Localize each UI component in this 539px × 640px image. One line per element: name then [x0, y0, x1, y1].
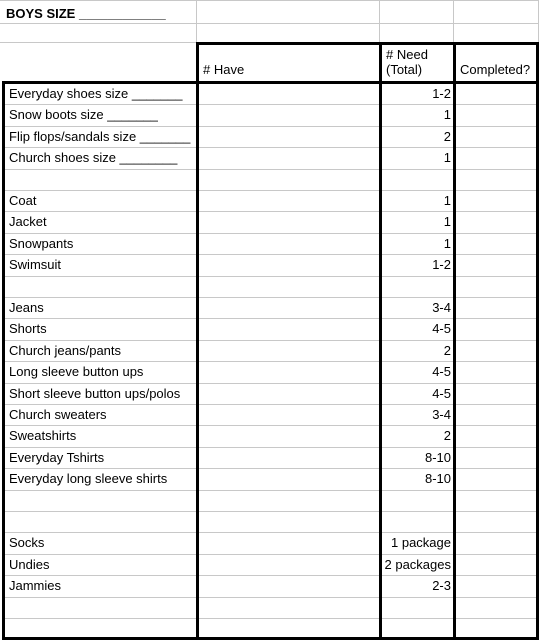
grid-hline: [3, 147, 536, 148]
item-label: Jacket: [9, 214, 47, 230]
grid-hline: [3, 126, 536, 127]
item-label: Short sleeve button ups/polos: [9, 385, 181, 401]
grid-hline: [3, 276, 536, 277]
grid-hline: [3, 425, 536, 426]
item-label: Long sleeve button ups: [9, 364, 144, 380]
item-label: Church shoes size ________: [9, 150, 178, 166]
need-value: 1-2: [432, 86, 451, 101]
need-value: 2: [443, 128, 451, 144]
grid-hline: [3, 447, 536, 448]
border-col-completed: [453, 42, 456, 640]
grid-hline: [3, 340, 536, 341]
grid-hline: [3, 233, 536, 234]
need-value: 1 package: [391, 535, 451, 551]
item-label: Undies: [9, 556, 50, 572]
need-value: 2: [443, 342, 451, 358]
grid-hline: [3, 511, 536, 512]
border-header-bottom: [2, 81, 539, 84]
grid-hline: [3, 618, 536, 619]
header-need-line2: (Total): [386, 62, 423, 77]
border-top-header: [196, 42, 539, 45]
need-value: 8-10: [424, 471, 451, 487]
grid-hline: [3, 575, 536, 576]
need-value: 2 packages: [384, 556, 451, 572]
grid-hline: [3, 404, 536, 405]
item-label: Everyday Tshirts: [9, 449, 105, 465]
grid-hline: [3, 554, 536, 555]
header-have: # Have: [203, 62, 245, 77]
grid-hline: [3, 361, 536, 362]
item-label: Jammies: [9, 578, 62, 594]
item-label: Everyday shoes size _______: [9, 86, 183, 101]
item-label: Everyday long sleeve shirts: [9, 471, 168, 487]
item-label: Jeans: [9, 300, 44, 315]
grid-hline: [3, 297, 536, 298]
grid-hline: [3, 190, 536, 191]
item-label: Snow boots size _______: [9, 107, 158, 123]
grid-hline: [3, 490, 536, 491]
grid-hline: [3, 169, 536, 170]
grid-vline: [379, 0, 380, 42]
need-value: 4-5: [432, 385, 451, 401]
item-label: Flip flops/sandals size _______: [9, 128, 191, 144]
grid-vline: [453, 0, 454, 42]
border-left: [2, 81, 5, 640]
item-label: Swimsuit: [9, 257, 62, 273]
header-completed: Completed?: [460, 62, 531, 77]
grid-hline: [3, 211, 536, 212]
grid-hline: [3, 254, 536, 255]
need-value: 3-4: [432, 300, 451, 315]
need-value: 3-4: [432, 407, 451, 422]
need-value: 8-10: [424, 449, 451, 465]
need-value: 2: [443, 428, 451, 444]
border-col-need: [379, 42, 382, 640]
header-need-line1: # Need: [386, 47, 428, 62]
grid-hline: [3, 318, 536, 319]
need-value: 4-5: [432, 321, 451, 337]
grid-hline: [0, 23, 539, 24]
sheet-title: BOYS SIZE ____________: [6, 6, 166, 21]
need-value: 1: [443, 214, 451, 230]
grid-hline: [0, 0, 539, 1]
need-value: 2-3: [432, 578, 451, 594]
need-value: 1: [443, 150, 451, 166]
grid-hline: [3, 383, 536, 384]
item-label: Snowpants: [9, 235, 74, 251]
need-value: 1: [443, 107, 451, 123]
item-label: Church jeans/pants: [9, 342, 122, 358]
grid-hline: [3, 468, 536, 469]
border-col-have: [196, 42, 199, 640]
grid-vline: [196, 0, 197, 42]
need-value: 1: [443, 235, 451, 251]
item-label: Church sweaters: [9, 407, 107, 422]
grid-hline: [3, 532, 536, 533]
item-label: Coat: [9, 193, 37, 208]
need-value: 1: [443, 193, 451, 208]
grid-hline: [3, 104, 536, 105]
item-label: Shorts: [9, 321, 47, 337]
need-value: 4-5: [432, 364, 451, 380]
need-value: 1-2: [432, 257, 451, 273]
item-label: Socks: [9, 535, 45, 551]
grid-hline: [3, 597, 536, 598]
item-label: Sweatshirts: [9, 428, 77, 444]
